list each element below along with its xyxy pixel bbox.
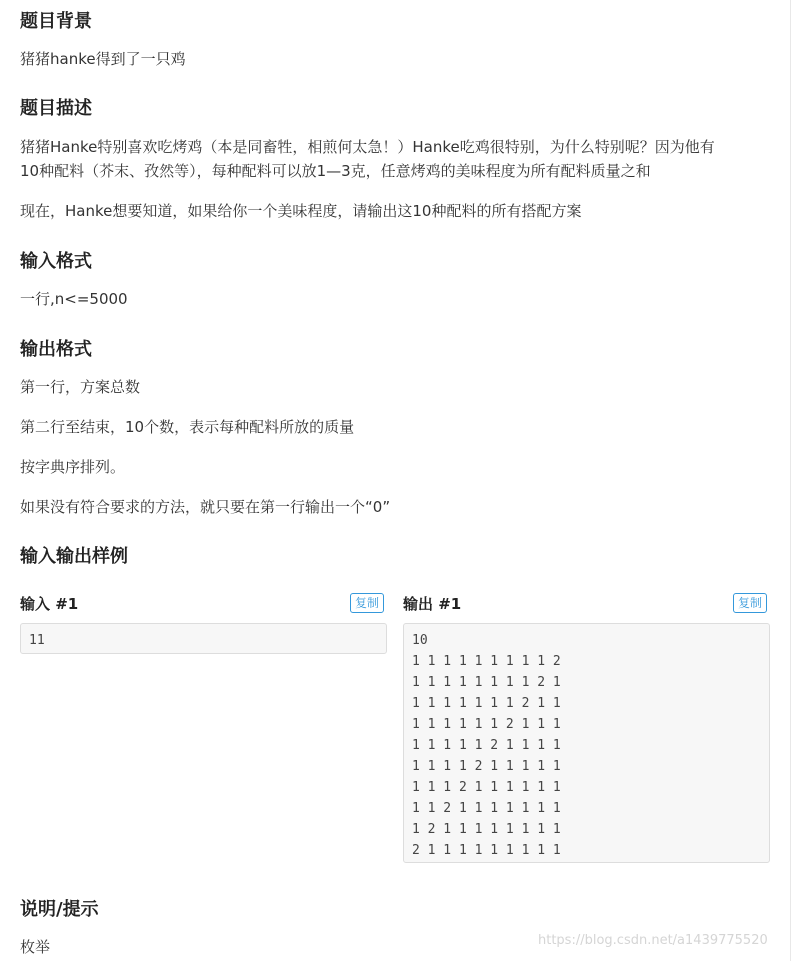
content-border	[790, 0, 791, 961]
description-line-1: 猪猪Hanke特别喜欢吃烤鸡（本是同畜牲，相煎何太急！）Hanke吃鸡很特别，为什么特别呢？因为他有	[20, 138, 715, 156]
output-format-line-4: 如果没有符合要求的方法，就只要在第一行输出一个“0”	[20, 498, 391, 516]
section-title-output-format: 输出格式	[20, 339, 92, 360]
sample-input-label: 输入 #1	[20, 595, 79, 613]
copy-output-button[interactable]: 复制	[733, 593, 767, 613]
section-title-background: 题目背景	[20, 11, 92, 32]
watermark: https://blog.csdn.net/a1439775520	[538, 933, 768, 948]
output-format-line-3: 按字典序排列。	[20, 458, 126, 476]
description-line-3: 现在，Hanke想要知道，如果给你一个美味程度，请输出这10种配料的所有搭配方案	[20, 202, 582, 220]
sample-input-box[interactable]: 11	[20, 623, 387, 654]
section-title-samples: 输入输出样例	[20, 546, 128, 567]
output-format-line-2: 第二行至结束，10个数，表示每种配料所放的质量	[20, 418, 355, 436]
output-format-line-1: 第一行，方案总数	[20, 378, 141, 396]
input-format-text: 一行,n<=5000	[20, 290, 128, 308]
sample-output-label: 输出 #1	[403, 595, 462, 613]
section-title-description: 题目描述	[20, 98, 92, 119]
background-text: 猪猪hanke得到了一只鸡	[20, 50, 186, 68]
section-title-hint: 说明/提示	[20, 899, 99, 920]
hint-text: 枚举	[20, 938, 51, 956]
description-line-2: 10种配料（芥末、孜然等），每种配料可以放1—3克，任意烤鸡的美味程度为所有配料质量之和	[20, 162, 651, 180]
copy-input-button[interactable]: 复制	[350, 593, 384, 613]
section-title-input-format: 输入格式	[20, 251, 92, 272]
sample-output-box[interactable]: 10 1 1 1 1 1 1 1 1 1 2 1 1 1 1 1 1 1 1 2 1 1 1 1 1 1 1 1 2 1 1 1 1 1 1 1 1 2 1 1 1 1 1 1 1 1 2 1 1 1 1 1 1 1 1 2 1 1 1 1 1 1 1 1 2 1 1 1 1 1 1 1 1 2 1 1 1 1 1 1 1 1 2 1 1 1 1 1 1 1 1 2 1 1 1 1 1 1 1 1 1	[403, 623, 770, 863]
